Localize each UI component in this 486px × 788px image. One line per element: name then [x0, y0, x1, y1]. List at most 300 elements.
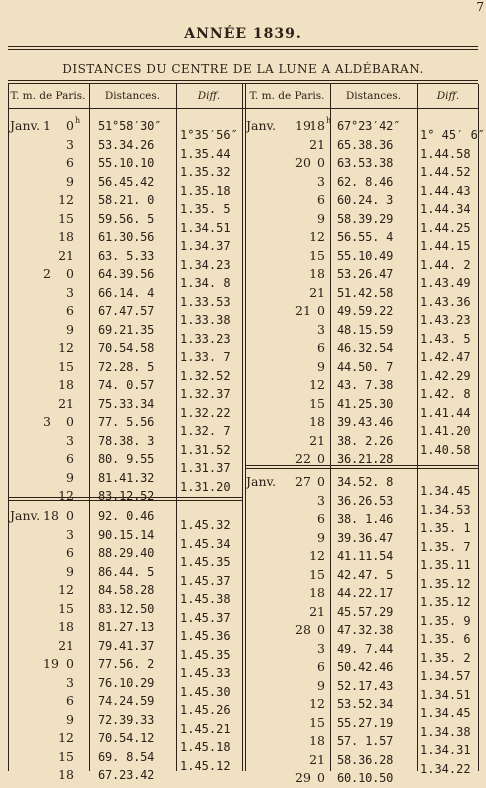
rule — [8, 80, 478, 81]
diff-value: 1.35.32 — [180, 165, 231, 179]
distance-value: 83.12.50 — [98, 601, 155, 616]
day-number: 20 — [295, 155, 311, 170]
distance-value: 58.36.28 — [337, 752, 394, 767]
distance-value: 49.59.22 — [337, 304, 394, 318]
table-row — [8, 321, 176, 340]
diff-value: 1.45.37 — [180, 610, 231, 625]
diff-value: 1.43.49 — [420, 276, 471, 290]
diff-value: 1.35. 9 — [420, 613, 471, 628]
left-lower-rows — [8, 507, 176, 785]
day-number: 21 — [295, 303, 311, 318]
hour-value: 15 — [309, 395, 325, 411]
diff-value: 1.34.57 — [420, 669, 471, 683]
table-row — [8, 358, 176, 377]
hour-value: 12 — [58, 582, 74, 597]
table-row — [245, 302, 417, 321]
distance-value: 83.12.52 — [98, 489, 155, 503]
distance-value: 90.15.14 — [98, 527, 155, 542]
hour-value: 3 — [317, 173, 325, 189]
table-row — [8, 302, 176, 321]
hour-value: 12 — [58, 192, 74, 207]
hour-value: 3 — [66, 674, 74, 690]
distance-value: 80. 9.55 — [98, 452, 155, 466]
vline — [478, 84, 479, 771]
table-row — [8, 376, 176, 395]
table-row — [8, 154, 176, 173]
distance-value: 60.24. 3 — [337, 193, 394, 207]
hour-value: 9 — [66, 711, 74, 727]
hour-value: 6 — [66, 155, 74, 170]
table-row — [8, 173, 176, 192]
distance-value: 66.14. 4 — [98, 285, 155, 300]
diff-value: 1.45.32 — [180, 518, 231, 532]
table-row — [245, 677, 417, 696]
diff-value: 1.45.36 — [180, 629, 231, 643]
table-row — [245, 339, 417, 358]
diff-value: 1.45.30 — [180, 684, 231, 699]
distance-value: 70.54.58 — [98, 341, 155, 355]
day-number: 28 — [295, 622, 311, 637]
corner-mark: 7 — [476, 0, 484, 14]
diff-value: 1.43.36 — [420, 294, 471, 309]
distance-value: 59.56. 5 — [98, 211, 155, 226]
table-row — [245, 603, 417, 622]
diff-value: 1.32.22 — [180, 405, 231, 420]
distance-value: 51.42.58 — [337, 285, 394, 300]
hour-value: 18 — [58, 619, 74, 634]
diff-value: 1°35′56″ — [180, 128, 238, 142]
hour-value: 18 — [58, 767, 74, 782]
table-row — [245, 117, 417, 136]
hour-value: 0 — [66, 414, 74, 429]
rule — [8, 49, 478, 50]
table-row — [245, 432, 417, 451]
hour-value: 12 — [309, 377, 325, 392]
diff-value: 1.43. 5 — [420, 331, 471, 346]
diff-value: 1.35.44 — [180, 146, 231, 161]
day-number: 22 — [295, 451, 311, 466]
diff-value: 1.31.52 — [180, 442, 231, 457]
left-upper-diffs — [180, 126, 242, 496]
table-row — [245, 510, 417, 529]
distance-value: 77. 5.56 — [98, 415, 155, 429]
diff-value: 1.45.34 — [180, 536, 231, 551]
distance-value: 79.41.37 — [98, 638, 155, 653]
hour-value: 3 — [317, 321, 325, 337]
table-row — [245, 191, 417, 210]
distance-value: 57. 1.57 — [337, 734, 394, 748]
table-row — [8, 729, 176, 748]
hour-value: 3 — [66, 284, 74, 300]
table-row — [245, 136, 417, 155]
header-tm-right: T. m. de Paris. — [249, 90, 325, 102]
distance-value: 72.28. 5 — [98, 359, 155, 374]
diff-value: 1.41.44 — [420, 405, 471, 420]
table-row — [8, 618, 176, 637]
table-row — [245, 529, 417, 548]
table-row — [8, 247, 176, 266]
distance-value: 44.22.17 — [337, 586, 394, 600]
table-row — [245, 492, 417, 511]
diff-value: 1.33. 7 — [180, 350, 231, 364]
distance-value: 51°58′30″ — [98, 119, 162, 133]
diff-value: 1.34.45 — [420, 706, 471, 720]
table-row — [8, 692, 176, 711]
diff-value: 1.45.38 — [180, 592, 231, 606]
distance-value: 70.54.12 — [98, 731, 155, 745]
table-row — [245, 321, 417, 340]
hour-value: 15 — [58, 748, 74, 764]
distance-value: 67°23′42″ — [337, 119, 401, 133]
diff-value: 1.33.53 — [180, 294, 231, 309]
left-lower-diffs — [180, 516, 242, 775]
distance-value: 74.24.59 — [98, 694, 155, 708]
hour-value: 9 — [317, 358, 325, 374]
table-row — [245, 714, 417, 733]
distance-value: 36.21.28 — [337, 452, 394, 466]
diff-value: 1.34. 8 — [180, 276, 231, 290]
diff-value: 1.32.37 — [180, 387, 231, 401]
header-dist-right: Distances. — [345, 90, 402, 102]
distance-value: 47.32.38 — [337, 623, 394, 637]
hour-value: 6 — [66, 545, 74, 560]
table-row — [245, 265, 417, 284]
table-row — [245, 640, 417, 659]
diff-value: 1.34.53 — [420, 502, 471, 517]
hour-value: 21 — [58, 395, 74, 411]
hour-value: 21 — [58, 637, 74, 653]
diff-value: 1.44.43 — [420, 183, 471, 198]
day-number: 3 — [43, 414, 51, 429]
distance-value: 74. 0.57 — [98, 378, 155, 392]
table-row — [8, 544, 176, 563]
diff-value: 1.34.23 — [180, 257, 231, 272]
distance-value: 58.39.29 — [337, 211, 394, 226]
diff-value: 1.44. 2 — [420, 257, 471, 272]
distance-value: 65.38.36 — [337, 137, 394, 152]
table-row — [8, 413, 176, 432]
diff-value: 1.35.12 — [420, 576, 471, 591]
hour-value: 21 — [309, 284, 325, 300]
hour-value: 9 — [66, 469, 74, 485]
distance-value: 44.50. 7 — [337, 359, 394, 374]
distance-value: 41.11.54 — [337, 549, 394, 563]
table-row — [8, 637, 176, 656]
hour-value: 12 — [58, 488, 74, 503]
distance-value: 58.21. 0 — [98, 193, 155, 207]
distance-value: 43. 7.38 — [337, 378, 394, 392]
distance-value: 53.52.34 — [337, 697, 394, 711]
diff-value: 1.34.22 — [420, 761, 471, 776]
table-row — [8, 450, 176, 469]
diff-value: 1.35.18 — [180, 183, 231, 198]
hour-value: 12 — [58, 730, 74, 745]
table-row — [8, 265, 176, 284]
hour-value: 15 — [58, 600, 74, 616]
diff-value: 1.35. 5 — [180, 202, 231, 216]
right-upper-rows — [245, 117, 417, 469]
distance-value: 48.15.59 — [337, 322, 394, 337]
distance-value: 53.34.26 — [98, 137, 155, 152]
header-diff-right: Diff. — [436, 90, 460, 102]
diff-value: 1.34.38 — [420, 724, 471, 739]
hour-value: 3 — [317, 492, 325, 508]
distance-value: 34.52. 8 — [337, 475, 394, 489]
hour-value: 15 — [309, 566, 325, 582]
right-lower-diffs — [420, 482, 478, 778]
distance-value: 38. 1.46 — [337, 512, 394, 526]
table-row — [8, 748, 176, 767]
diff-value: 1.43.23 — [420, 313, 471, 327]
distance-value: 75.33.34 — [98, 396, 155, 411]
table-row — [8, 581, 176, 600]
distance-value: 55.10.49 — [337, 248, 394, 263]
hour-value: 18 — [309, 266, 325, 281]
diff-value: 1.45.12 — [180, 758, 231, 773]
diff-value: 1.34.51 — [180, 220, 231, 235]
hour-value: 3 — [66, 432, 74, 448]
hour-value: 6 — [66, 693, 74, 708]
distance-value: 69.21.35 — [98, 322, 155, 337]
hour-value: 0 — [66, 656, 74, 671]
page-title: ANNÉE 1839. — [184, 26, 302, 42]
distance-value: 72.39.33 — [98, 712, 155, 727]
diff-value: 1.31.20 — [180, 479, 231, 494]
day-number: 19 — [295, 118, 311, 133]
diff-value: 1.45.33 — [180, 666, 231, 680]
day-label: Janv. — [10, 508, 41, 523]
diff-value: 1° 45′ 6″ — [420, 128, 486, 142]
diff-value: 1.44.34 — [420, 202, 471, 216]
diff-value: 1.33.23 — [180, 331, 231, 346]
rule — [8, 46, 478, 47]
table-row — [8, 339, 176, 358]
hour-value: 12 — [309, 229, 325, 244]
diff-value: 1.35. 7 — [420, 539, 471, 554]
hour-value: 0 — [66, 118, 74, 133]
distance-value: 55.27.19 — [337, 715, 394, 730]
distance-value: 61.30.56 — [98, 230, 155, 244]
hour-value: 15 — [58, 358, 74, 374]
diff-value: 1.34.31 — [420, 743, 471, 757]
right-lower-rows — [245, 473, 417, 788]
table-row — [8, 395, 176, 414]
diff-value: 1.34.45 — [420, 484, 471, 498]
table-row — [245, 395, 417, 414]
day-number: 29 — [295, 770, 311, 785]
table-row — [8, 284, 176, 303]
table-row — [245, 751, 417, 770]
table-row — [245, 284, 417, 303]
hour-unit: h — [326, 116, 332, 125]
diff-value: 1.34.37 — [180, 239, 231, 253]
hour-value: 21 — [58, 247, 74, 263]
vline — [417, 84, 418, 771]
table-row — [245, 473, 417, 492]
diff-value: 1.45.37 — [180, 573, 231, 588]
table-row — [245, 413, 417, 432]
table-row — [245, 621, 417, 640]
table-row — [245, 566, 417, 585]
hour-value: 15 — [309, 714, 325, 730]
distance-value: 52.17.43 — [337, 678, 394, 693]
header-diff-left: Diff. — [197, 90, 221, 102]
table-row — [8, 136, 176, 155]
table-row — [245, 547, 417, 566]
hour-value: 6 — [317, 340, 325, 355]
hour-value: 0 — [317, 770, 325, 785]
hour-value: 18 — [309, 118, 325, 133]
hour-value: 18 — [309, 733, 325, 748]
hour-value: 21 — [309, 751, 325, 767]
table-row — [8, 487, 176, 506]
hour-value: 9 — [66, 321, 74, 337]
right-upper-diffs — [420, 126, 486, 459]
table-row — [245, 769, 417, 788]
table-row — [8, 600, 176, 619]
distance-value: 46.32.54 — [337, 341, 394, 355]
table-row — [245, 210, 417, 229]
rule — [8, 83, 478, 84]
table-row — [8, 526, 176, 545]
table-row — [245, 658, 417, 677]
header-rule — [8, 108, 478, 109]
hour-value: 9 — [317, 529, 325, 545]
table-row — [8, 117, 176, 136]
day-number: 19 — [43, 656, 59, 671]
distance-value: 60.10.50 — [337, 771, 394, 785]
distance-value: 92. 0.46 — [98, 509, 155, 523]
hour-value: 3 — [317, 640, 325, 656]
hour-value: 12 — [58, 340, 74, 355]
distance-value: 38. 2.26 — [337, 433, 394, 448]
diff-value: 1.44.52 — [420, 165, 471, 179]
table-row — [8, 191, 176, 210]
diff-value: 1.45.21 — [180, 721, 231, 736]
day-number: 2 — [43, 266, 51, 281]
table-row — [245, 358, 417, 377]
table-row — [245, 228, 417, 247]
hour-value: 21 — [309, 432, 325, 448]
diff-value: 1.40.58 — [420, 442, 471, 457]
diff-value: 1.44.25 — [420, 220, 471, 235]
diff-value: 1.34.51 — [420, 687, 471, 702]
diff-value: 1.44.15 — [420, 239, 471, 253]
hour-value: 18 — [58, 229, 74, 244]
distance-value: 69. 8.54 — [98, 749, 155, 764]
hour-value: 21 — [309, 603, 325, 619]
distance-value: 42.47. 5 — [337, 567, 394, 582]
diff-value: 1.41.20 — [420, 424, 471, 438]
hour-value: 0 — [317, 303, 325, 318]
hour-value: 9 — [317, 677, 325, 693]
distance-value: 55.10.10 — [98, 156, 155, 170]
distance-value: 56.55. 4 — [337, 230, 394, 244]
hour-value: 18 — [309, 414, 325, 429]
table-title: DISTANCES DU CENTRE DE LA LUNE A ALDÉBARAN. — [62, 62, 424, 76]
table-row — [8, 563, 176, 582]
diff-value: 1.45.26 — [180, 703, 231, 717]
distance-value: 39.36.47 — [337, 530, 394, 545]
day-number: 18 — [43, 508, 59, 523]
hour-value: 9 — [66, 563, 74, 579]
distance-value: 84.58.28 — [98, 583, 155, 597]
diff-value: 1.45.35 — [180, 555, 231, 569]
hour-value: 12 — [309, 548, 325, 563]
distance-value: 39.43.46 — [337, 415, 394, 429]
hour-value: 3 — [66, 526, 74, 542]
table-row — [8, 432, 176, 451]
vline — [242, 84, 243, 771]
vline — [176, 84, 177, 771]
left-upper-rows — [8, 117, 176, 506]
table-row — [8, 766, 176, 785]
diff-value: 1.35. 1 — [420, 521, 471, 535]
diff-value: 1.45.35 — [180, 647, 231, 662]
distance-value: 41.25.30 — [337, 396, 394, 411]
diff-value: 1.42. 8 — [420, 387, 471, 401]
day-number: 1 — [43, 118, 51, 133]
day-number: 27 — [295, 474, 311, 489]
diff-value: 1.35. 2 — [420, 650, 471, 665]
day-label: Janv. — [246, 474, 277, 489]
table-row — [8, 711, 176, 730]
hour-value: 9 — [66, 173, 74, 189]
diff-value: 1.32. 7 — [180, 424, 231, 438]
hour-value: 6 — [317, 192, 325, 207]
hour-value: 0 — [317, 622, 325, 637]
hour-value: 0 — [317, 155, 325, 170]
day-label: Janv. — [10, 118, 41, 133]
hour-value: 0 — [317, 474, 325, 489]
diff-value: 1.35. 6 — [420, 632, 471, 646]
hour-value: 3 — [66, 136, 74, 152]
diff-value: 1.45.18 — [180, 740, 231, 754]
distance-value: 56.45.42 — [98, 174, 155, 189]
table-row — [8, 507, 176, 526]
diff-value: 1.44.58 — [420, 146, 471, 161]
table-row — [245, 154, 417, 173]
distance-value: 49. 7.44 — [337, 641, 394, 656]
distance-value: 81.27.13 — [98, 620, 155, 634]
hour-value: 6 — [66, 303, 74, 318]
header-dist-left: Distances. — [104, 90, 161, 102]
table-row — [245, 450, 417, 469]
table-row — [245, 376, 417, 395]
diff-value: 1.35.11 — [420, 558, 471, 572]
distance-value: 63. 5.33 — [98, 248, 155, 263]
distance-value: 36.26.53 — [337, 493, 394, 508]
distance-value: 77.56. 2 — [98, 657, 155, 671]
diff-value: 1.42.29 — [420, 368, 471, 383]
hour-value: 6 — [317, 511, 325, 526]
table-row — [245, 247, 417, 266]
diff-value: 1.31.37 — [180, 461, 231, 475]
hour-value: 15 — [58, 210, 74, 226]
hour-value: 6 — [317, 659, 325, 674]
distance-value: 81.41.32 — [98, 470, 155, 485]
table-row — [245, 732, 417, 751]
diff-value: 1.42.47 — [420, 350, 471, 364]
hour-value: 9 — [317, 210, 325, 226]
table-row — [245, 584, 417, 603]
distance-value: 63.53.38 — [337, 156, 394, 170]
table-row — [8, 674, 176, 693]
distance-value: 64.39.56 — [98, 267, 155, 281]
hour-value: 21 — [309, 136, 325, 152]
table-row — [245, 173, 417, 192]
hour-unit: h — [75, 116, 81, 125]
